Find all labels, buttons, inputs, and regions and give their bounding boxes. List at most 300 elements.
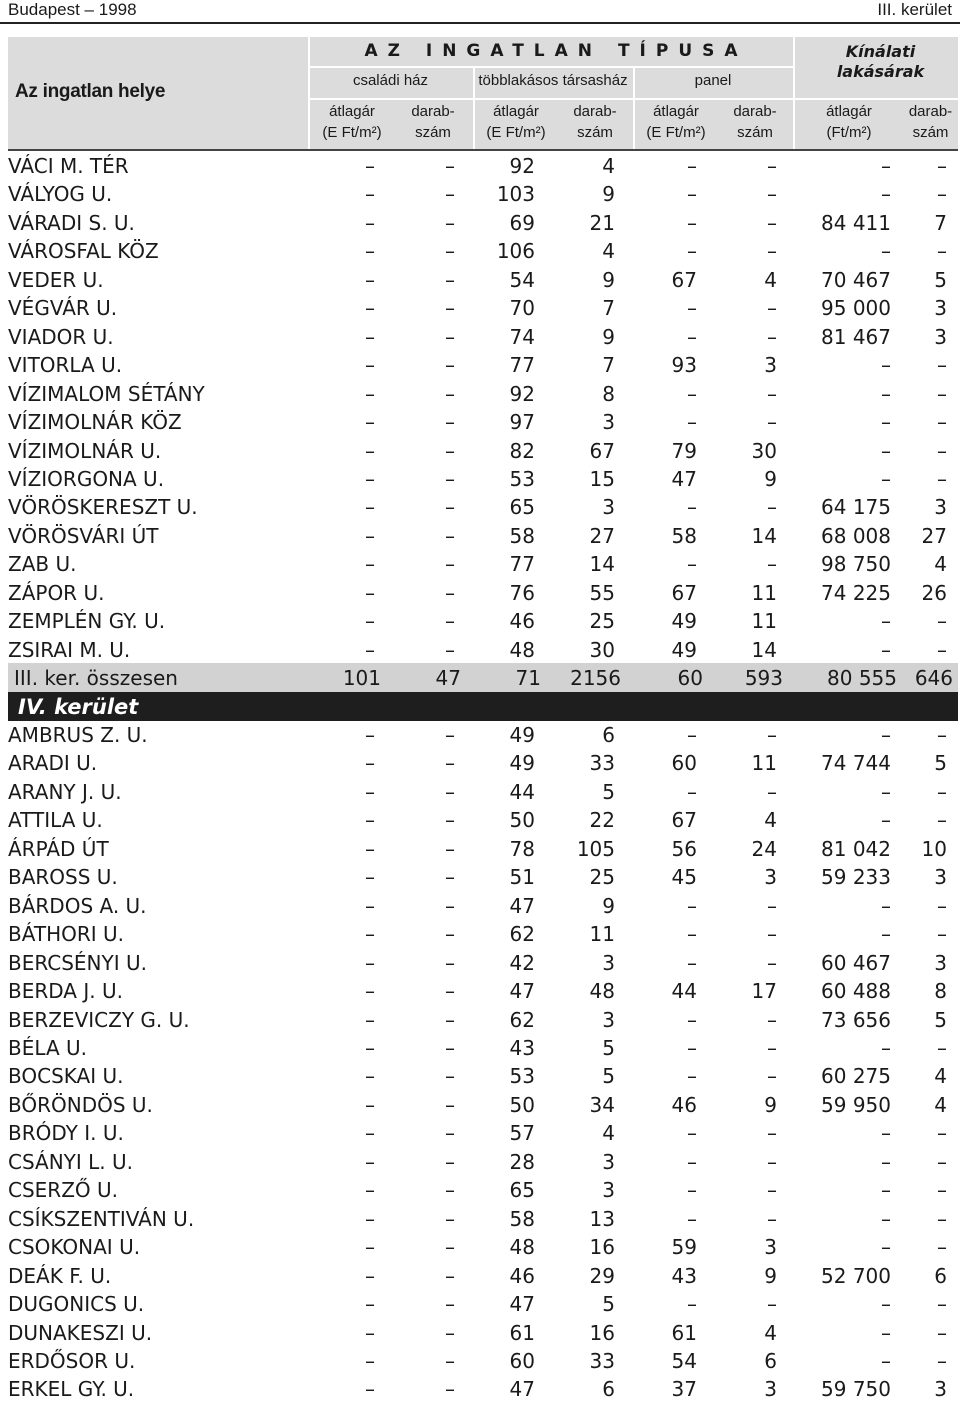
table-row — [0, 236, 960, 265]
cell-value: – — [445, 353, 455, 378]
cell-value: – — [445, 438, 455, 463]
table-row — [0, 948, 960, 977]
cell-value: – — [881, 182, 891, 207]
cell-value: – — [687, 324, 697, 349]
cell-value: 4 — [764, 267, 777, 292]
cell-value: – — [881, 466, 891, 491]
street-name: DEÁK F. U. — [8, 1263, 112, 1288]
table-row — [0, 919, 960, 948]
cell-value: – — [881, 1178, 891, 1203]
cell-value: 70 467 — [821, 267, 891, 292]
cell-value: – — [767, 779, 777, 804]
cell-value: – — [445, 466, 455, 491]
cell-value: 59 — [671, 1235, 697, 1260]
cell-value: 7 — [602, 353, 615, 378]
table-row — [0, 635, 960, 664]
cell-value: 58 — [671, 523, 697, 548]
street-name: VITORLA U. — [8, 353, 123, 378]
cell-value: – — [687, 210, 697, 235]
cell-value: – — [365, 836, 375, 861]
cell-value: – — [937, 353, 947, 378]
cell-value: 45 — [671, 865, 697, 890]
table-row — [0, 748, 960, 777]
cell-value: 15 — [589, 466, 615, 491]
cell-value: 67 — [671, 267, 697, 292]
cell-value: – — [937, 723, 947, 747]
col-count: darab- szám — [573, 103, 617, 141]
cell-value: – — [365, 1235, 375, 1260]
cell-value: – — [881, 1121, 891, 1146]
cell-value: 17 — [751, 979, 777, 1003]
cell-value: 42 — [509, 950, 535, 975]
cell-value: 58 — [509, 1206, 535, 1231]
cell-value: – — [767, 1035, 777, 1060]
cell-value: 4 — [602, 154, 615, 178]
cell-value: – — [937, 1149, 947, 1174]
cell-value: 50 — [509, 808, 535, 833]
cell-value: – — [687, 410, 697, 435]
street-name: BERDA J. U. — [8, 979, 123, 1003]
cell-value: – — [365, 210, 375, 235]
cell-value: – — [365, 1035, 375, 1060]
table-row — [0, 834, 960, 863]
street-name: CSÁNYI L. U. — [8, 1149, 133, 1174]
cell-value: 74 225 — [821, 580, 891, 605]
cell-value: – — [687, 552, 697, 577]
table-row — [0, 1204, 960, 1233]
cell-value: 46 — [671, 1092, 697, 1117]
cell-value: 64 175 — [821, 495, 891, 520]
cell-value: 3 — [934, 324, 947, 349]
cell-value: – — [445, 1007, 455, 1032]
cell-value: 16 — [589, 1235, 615, 1260]
cell-value: – — [365, 1121, 375, 1146]
cell-value: 47 — [509, 1292, 535, 1316]
cell-value: 5 — [934, 267, 947, 292]
street-name: AMBRUS Z. U. — [8, 723, 148, 747]
cell-value: 44 — [509, 779, 535, 804]
street-name: VÖRÖSKERESZT U. — [8, 495, 198, 520]
street-name: BŐRÖNDÖS U. — [8, 1092, 153, 1117]
cell-value: – — [445, 267, 455, 292]
cell-value: 11 — [751, 580, 777, 605]
street-name: ATTILA U. — [8, 808, 103, 833]
cell-value: – — [937, 1348, 947, 1373]
cell-value: – — [687, 182, 697, 207]
cell-value: 49 — [671, 637, 697, 662]
cell-value: – — [767, 1292, 777, 1316]
cell-value: – — [445, 1320, 455, 1345]
cell-value: – — [937, 1235, 947, 1260]
cell-value: – — [687, 154, 697, 178]
table-row — [0, 805, 960, 834]
cell-value: – — [687, 1121, 697, 1146]
cell-value: 37 — [671, 1377, 697, 1402]
cell-value: – — [445, 324, 455, 349]
cell-value: 67 — [589, 438, 615, 463]
cell-value: 9 — [602, 324, 615, 349]
table-row — [0, 521, 960, 550]
cell-value: – — [767, 381, 777, 406]
cell-value: 48 — [509, 637, 535, 662]
table-header — [8, 37, 958, 149]
cell-value: 92 — [509, 154, 535, 178]
street-name: ARANY J. U. — [8, 779, 122, 804]
table-row — [0, 1090, 960, 1119]
cell-value: 30 — [589, 637, 615, 662]
street-name: ZAB U. — [8, 552, 77, 577]
cell-value: – — [445, 1092, 455, 1117]
cell-value: 3 — [934, 1377, 947, 1402]
col-count: darab- szám — [733, 103, 777, 141]
cell-value: – — [365, 466, 375, 491]
cell-value: – — [937, 239, 947, 264]
cell-value: – — [767, 1206, 777, 1231]
cell-value: – — [365, 580, 375, 605]
cell-value: 3 — [602, 1007, 615, 1032]
total-row — [8, 663, 958, 692]
street-name: CSÍKSZENTIVÁN U. — [8, 1206, 195, 1231]
cell-value: 60 488 — [821, 979, 891, 1003]
cell-value: 6 — [602, 1377, 615, 1402]
cell-value: 92 — [509, 381, 535, 406]
cell-value: – — [445, 495, 455, 520]
cell-value: – — [881, 1320, 891, 1345]
cell-value: 67 — [671, 808, 697, 833]
cell-value: – — [445, 751, 455, 776]
col-count: darab- szám — [411, 103, 455, 141]
cell-value: 70 — [509, 296, 535, 321]
cell-value: – — [365, 381, 375, 406]
cell-value: – — [881, 239, 891, 264]
cell-value: 6 — [934, 1263, 947, 1288]
table-row — [0, 492, 960, 521]
cell-value: – — [937, 1320, 947, 1345]
cell-value: 53 — [509, 1064, 535, 1089]
col-avg-price: átlagár (E Ft/m²) — [322, 103, 382, 141]
cell-value: 34 — [589, 1092, 615, 1117]
street-name: BAROSS U. — [8, 865, 118, 890]
cell-value: – — [937, 1121, 947, 1146]
cell-value: – — [937, 1206, 947, 1231]
cell-value: 62 — [509, 1007, 535, 1032]
cell-value: 57 — [509, 1121, 535, 1146]
cell-value: 26 — [921, 580, 947, 605]
cell-value: – — [687, 296, 697, 321]
cell-value: – — [767, 154, 777, 178]
street-name: VÁLYOG U. — [8, 182, 113, 207]
cell-value: – — [445, 637, 455, 662]
cell-value: 98 750 — [821, 552, 891, 577]
col-avg-price: átlagár (Ft/m²) — [826, 103, 872, 141]
cell-value: 3 — [934, 865, 947, 890]
header-divider — [0, 22, 960, 24]
cell-value: – — [365, 1064, 375, 1089]
cell-value: – — [937, 637, 947, 662]
cell-value: 5 — [602, 1064, 615, 1089]
cell-value: 9 — [602, 182, 615, 207]
cell-value: – — [767, 893, 777, 918]
cell-value: 3 — [602, 950, 615, 975]
cell-value: – — [365, 154, 375, 178]
cell-value: 62 — [509, 922, 535, 947]
cell-value: – — [767, 324, 777, 349]
cell-value: – — [365, 410, 375, 435]
cell-value: 43 — [509, 1035, 535, 1060]
cell-value: – — [937, 609, 947, 634]
cell-value: – — [881, 808, 891, 833]
cell-value: 25 — [589, 609, 615, 634]
cell-value: – — [445, 865, 455, 890]
cell-value: – — [687, 1206, 697, 1231]
cell-value: 3 — [934, 950, 947, 975]
table-row — [0, 720, 960, 749]
cell-value: – — [687, 1178, 697, 1203]
cell-value: 6 — [602, 723, 615, 747]
cell-value: 73 656 — [821, 1007, 891, 1032]
cell-value: 81 467 — [821, 324, 891, 349]
cell-value: 6 — [764, 1348, 777, 1373]
street-name: VÉGVÁR U. — [8, 296, 118, 321]
cell-value: – — [365, 979, 375, 1003]
cell-value: – — [937, 1292, 947, 1316]
subheader-multi-unit: többlakásos társasház — [478, 72, 628, 89]
cell-value: 46 — [509, 1263, 535, 1288]
cell-value: 4 — [934, 1064, 947, 1089]
cell-value: – — [365, 552, 375, 577]
cell-value: 54 — [509, 267, 535, 292]
col-avg-price: átlagár (E Ft/m²) — [486, 103, 546, 141]
cell-value: 4 — [764, 1320, 777, 1345]
cell-value: – — [445, 381, 455, 406]
street-name: BÉLA U. — [8, 1035, 87, 1060]
cell-value: – — [445, 893, 455, 918]
table-row — [0, 208, 960, 237]
cell-value: – — [365, 182, 375, 207]
cell-value: – — [881, 723, 891, 747]
street-name: BOCSKAI U. — [8, 1064, 124, 1089]
street-name: ERDŐSOR U. — [8, 1348, 136, 1373]
cell-value: 30 — [751, 438, 777, 463]
street-name: III. ker. összesen — [14, 666, 178, 691]
cell-value: 5 — [934, 751, 947, 776]
cell-value: – — [937, 922, 947, 947]
cell-value: – — [365, 1320, 375, 1345]
cell-value: 47 — [509, 979, 535, 1003]
cell-value: – — [365, 950, 375, 975]
table-row — [0, 578, 960, 607]
cell-value: – — [365, 296, 375, 321]
cell-value: – — [365, 865, 375, 890]
cell-value: 47 — [509, 1377, 535, 1402]
table-row — [0, 1175, 960, 1204]
table-row — [0, 379, 960, 408]
cell-value: 65 — [509, 495, 535, 520]
cell-value: 103 — [496, 182, 535, 207]
cell-value: 47 — [671, 466, 697, 491]
cell-value: – — [937, 182, 947, 207]
cell-value: 105 — [576, 836, 615, 861]
street-name: ARADI U. — [8, 751, 98, 776]
cell-value: – — [767, 723, 777, 747]
cell-value: – — [445, 552, 455, 577]
street-name: BERCSÉNYI U. — [8, 950, 147, 975]
cell-value: – — [937, 410, 947, 435]
cell-value: 24 — [751, 836, 777, 861]
cell-value: – — [365, 523, 375, 548]
cell-value: 59 750 — [821, 1377, 891, 1402]
cell-value: – — [767, 1149, 777, 1174]
cell-value: 59 950 — [821, 1092, 891, 1117]
cell-value: – — [365, 353, 375, 378]
cell-value: – — [937, 154, 947, 178]
subheader-family-house: családi ház — [352, 72, 429, 89]
header-right-title: III. kerület — [877, 0, 952, 19]
cell-value: 74 — [509, 324, 535, 349]
table-row — [0, 1318, 960, 1347]
cell-value: – — [445, 1206, 455, 1231]
street-name: DUNAKESZI U. — [8, 1320, 153, 1345]
cell-value: 14 — [751, 637, 777, 662]
cell-value: 48 — [509, 1235, 535, 1260]
cell-value: 84 411 — [821, 210, 891, 235]
cell-value: – — [881, 609, 891, 634]
cell-value: – — [767, 410, 777, 435]
cell-value: 97 — [509, 410, 535, 435]
cell-value: 46 — [509, 609, 535, 634]
cell-value: – — [365, 779, 375, 804]
cell-value: 3 — [602, 1149, 615, 1174]
cell-value: 47 — [509, 893, 535, 918]
cell-value: 3 — [934, 296, 947, 321]
cell-value: – — [881, 1149, 891, 1174]
cell-value: – — [445, 154, 455, 178]
subheader-panel: panel — [694, 72, 732, 89]
street-name: VÍZIMOLNÁR U. — [8, 438, 162, 463]
col-avg-price: átlagár (E Ft/m²) — [646, 103, 706, 141]
cell-value: – — [445, 922, 455, 947]
cell-value: 79 — [671, 438, 697, 463]
cell-value: 9 — [602, 267, 615, 292]
cell-value: – — [445, 580, 455, 605]
cell-value: 27 — [921, 523, 947, 548]
cell-value: – — [767, 552, 777, 577]
cell-value: – — [687, 1292, 697, 1316]
cell-value: – — [767, 1064, 777, 1089]
cell-value: 95 000 — [821, 296, 891, 321]
cell-value: 13 — [589, 1206, 615, 1231]
cell-value: – — [445, 1377, 455, 1402]
cell-value: 4 — [934, 1092, 947, 1117]
offer-price-header: Kínálati lakásárak — [836, 42, 925, 81]
cell-value: – — [767, 1121, 777, 1146]
cell-value: 646 — [914, 666, 953, 691]
cell-value: – — [445, 410, 455, 435]
cell-value: 60 275 — [821, 1064, 891, 1089]
cell-value: – — [687, 1007, 697, 1032]
cell-value: – — [767, 950, 777, 975]
cell-value: – — [445, 723, 455, 747]
street-name: ZÁPOR U. — [8, 580, 105, 605]
table-row — [0, 265, 960, 294]
cell-value: – — [937, 893, 947, 918]
cell-value: 8 — [602, 381, 615, 406]
cell-value: 47 — [435, 666, 461, 691]
cell-value: – — [365, 438, 375, 463]
cell-value: 5 — [602, 1035, 615, 1060]
section-title: IV. kerület — [18, 694, 139, 719]
header-divider-h — [308, 66, 793, 68]
cell-value: – — [881, 779, 891, 804]
cell-value: 69 — [509, 210, 535, 235]
cell-value: – — [365, 1092, 375, 1117]
cell-value: – — [365, 609, 375, 634]
table-row — [0, 777, 960, 806]
street-name: VÍZIMOLNÁR KÖZ — [8, 410, 182, 435]
property-type-header: AZ INGATLAN TÍPUSA — [364, 41, 748, 61]
cell-value: – — [445, 1292, 455, 1316]
street-name: VÁRADI S. U. — [8, 210, 135, 235]
cell-value: – — [445, 609, 455, 634]
street-name: ERKEL GY. U. — [8, 1377, 135, 1402]
cell-value: 93 — [671, 353, 697, 378]
street-name: BÁTHORI U. — [8, 922, 124, 947]
cell-value: 2156 — [570, 666, 621, 691]
cell-value: 14 — [751, 523, 777, 548]
cell-value: 77 — [509, 552, 535, 577]
cell-value: – — [767, 239, 777, 264]
cell-value: 9 — [764, 1263, 777, 1288]
cell-value: – — [445, 779, 455, 804]
cell-value: – — [365, 751, 375, 776]
cell-value: 59 233 — [821, 865, 891, 890]
cell-value: 3 — [764, 865, 777, 890]
cell-value: 56 — [671, 836, 697, 861]
cell-value: – — [881, 893, 891, 918]
cell-value: – — [365, 1263, 375, 1288]
cell-value: 43 — [671, 1263, 697, 1288]
cell-value: 60 467 — [821, 950, 891, 975]
cell-value: – — [881, 353, 891, 378]
table-row — [0, 1232, 960, 1261]
table-row — [0, 350, 960, 379]
cell-value: 4 — [602, 1121, 615, 1146]
cell-value: – — [881, 1235, 891, 1260]
cell-value: 3 — [764, 353, 777, 378]
cell-value: – — [687, 922, 697, 947]
cell-value: 81 042 — [821, 836, 891, 861]
cell-value: 29 — [589, 1263, 615, 1288]
cell-value: – — [445, 836, 455, 861]
street-name: VÖRÖSVÁRI ÚT — [8, 523, 159, 548]
cell-value: – — [445, 1149, 455, 1174]
cell-value: 80 555 — [827, 666, 897, 691]
street-name: VÍZIMALOM SÉTÁNY — [8, 381, 205, 406]
cell-value: – — [365, 893, 375, 918]
cell-value: 61 — [509, 1320, 535, 1345]
table-row — [0, 179, 960, 208]
cell-value: – — [365, 1149, 375, 1174]
place-column-header: Az ingatlan helye — [15, 81, 166, 102]
street-name: BRÓDY I. U. — [8, 1121, 124, 1146]
cell-value: 28 — [509, 1149, 535, 1174]
cell-value: 3 — [602, 495, 615, 520]
cell-value: – — [365, 267, 375, 292]
cell-value: – — [937, 438, 947, 463]
table-row — [0, 293, 960, 322]
cell-value: 16 — [589, 1320, 615, 1345]
street-name: BÁRDOS A. U. — [8, 893, 147, 918]
